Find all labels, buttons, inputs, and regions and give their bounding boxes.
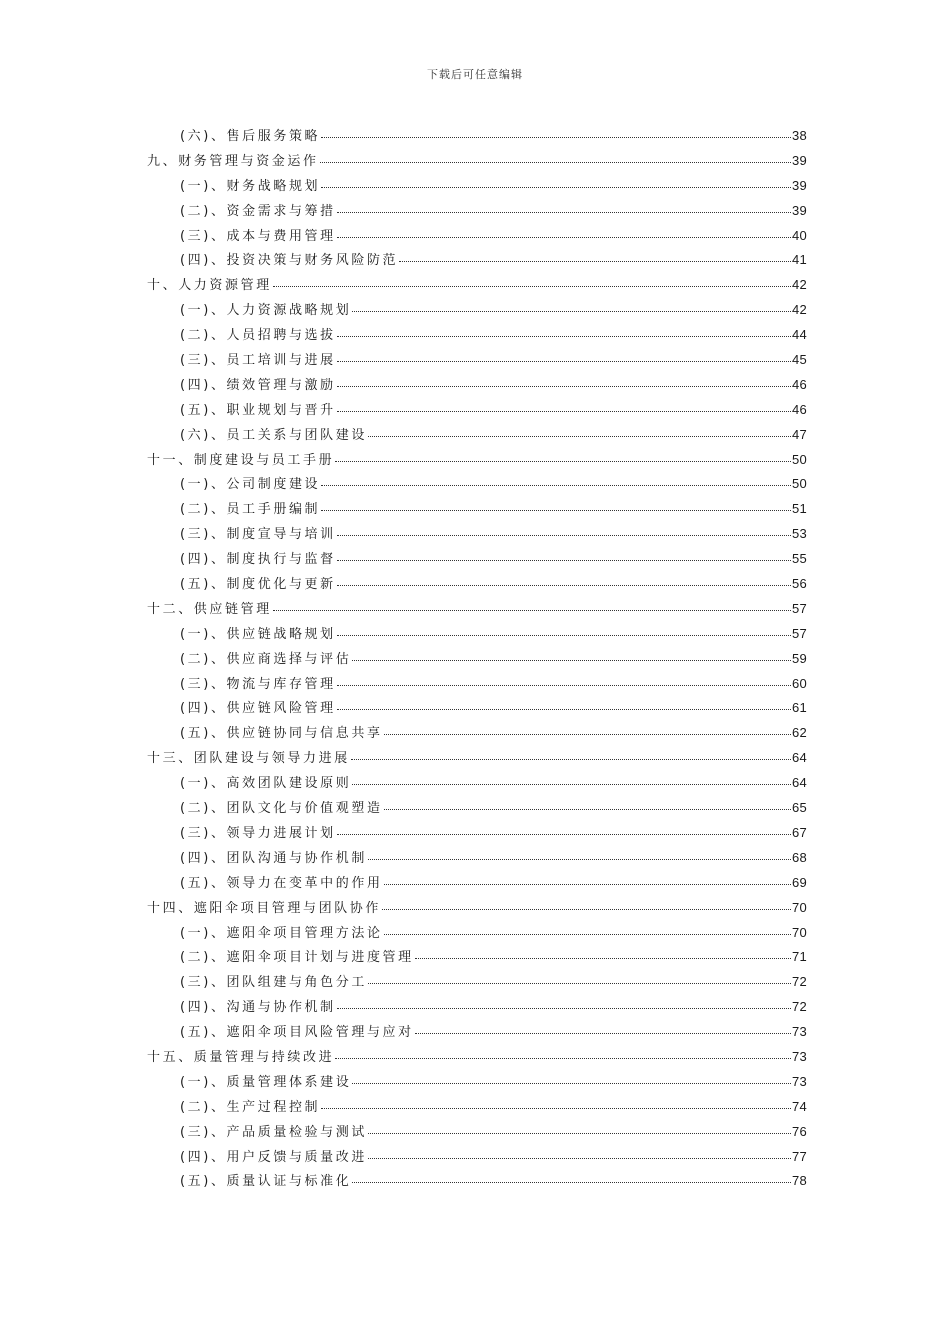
- toc-chapter-entry[interactable]: [147, 598, 807, 623]
- toc-page-number: 60: [791, 675, 807, 691]
- toc-entry-title: (五)、职业规划与晋升: [180, 402, 336, 418]
- toc-page-number: 55: [791, 551, 807, 567]
- toc-page-number: 41: [791, 252, 807, 268]
- toc-dot-leader: [335, 461, 791, 462]
- toc-section-entry[interactable]: [147, 523, 807, 548]
- toc-dot-leader: [337, 336, 791, 337]
- toc-entry-title: (五)、制度优化与更新: [180, 577, 336, 593]
- toc-page-number: 50: [791, 451, 807, 467]
- toc-page-number: 53: [791, 526, 807, 542]
- toc-page-number: 72: [791, 974, 807, 990]
- toc-page-number: 57: [791, 600, 807, 616]
- toc-page-number: 51: [791, 501, 807, 517]
- toc-entry-title: (二)、人员招聘与选拔: [180, 328, 336, 344]
- toc-page-number: 64: [791, 750, 807, 766]
- toc-page-number: 50: [791, 476, 807, 492]
- toc-entry-title: (一)、人力资源战略规划: [180, 303, 352, 319]
- toc-section-entry[interactable]: [147, 374, 807, 399]
- toc-chapter-entry[interactable]: [147, 449, 807, 474]
- toc-page-number: 39: [791, 177, 807, 193]
- toc-chapter-entry[interactable]: [147, 747, 807, 772]
- toc-page-number: 76: [791, 1123, 807, 1139]
- toc-section-entry[interactable]: [147, 1146, 807, 1171]
- table-of-contents: [147, 125, 807, 1195]
- toc-dot-leader: [384, 809, 791, 810]
- toc-page-number: 69: [791, 874, 807, 890]
- toc-dot-leader: [337, 212, 791, 213]
- toc-section-entry[interactable]: [147, 822, 807, 847]
- toc-dot-leader: [352, 1083, 791, 1084]
- toc-entry-title: (一)、供应链战略规划: [180, 626, 336, 642]
- toc-page-number: 42: [791, 302, 807, 318]
- toc-section-entry[interactable]: [147, 797, 807, 822]
- toc-page-number: 77: [791, 1148, 807, 1164]
- toc-entry-title: (二)、遮阳伞项目计划与进度管理: [180, 950, 414, 966]
- toc-page-number: 59: [791, 650, 807, 666]
- toc-entry-title: (四)、投资决策与财务风险防范: [180, 253, 399, 269]
- toc-page-number: 42: [791, 277, 807, 293]
- toc-entry-title: (一)、高效团队建设原则: [180, 776, 352, 792]
- toc-entry-title: 十二、供应链管理: [147, 601, 272, 617]
- toc-section-entry[interactable]: [147, 996, 807, 1021]
- toc-section-entry[interactable]: [147, 1170, 807, 1195]
- toc-chapter-entry[interactable]: [147, 1046, 807, 1071]
- toc-dot-leader: [337, 1008, 791, 1009]
- toc-page-number: 70: [791, 899, 807, 915]
- toc-dot-leader: [352, 1182, 791, 1183]
- toc-entry-title: (六)、售后服务策略: [180, 129, 321, 144]
- toc-section-entry[interactable]: [147, 946, 807, 971]
- toc-page-number: 46: [791, 376, 807, 392]
- toc-entry-title: 十一、制度建设与员工手册: [147, 452, 335, 468]
- toc-entry-title: (一)、财务战略规划: [180, 178, 321, 194]
- toc-page-number: 44: [791, 327, 807, 343]
- toc-chapter-entry[interactable]: [147, 150, 807, 175]
- toc-dot-leader: [321, 187, 791, 188]
- toc-section-entry[interactable]: [147, 1071, 807, 1096]
- toc-page-number: 61: [791, 700, 807, 716]
- toc-dot-leader: [384, 884, 791, 885]
- toc-page-number: 71: [791, 949, 807, 965]
- toc-dot-leader: [352, 784, 791, 785]
- toc-dot-leader: [337, 585, 791, 586]
- toc-entry-title: (一)、遮阳伞项目管理方法论: [180, 925, 383, 941]
- toc-dot-leader: [351, 759, 791, 760]
- toc-entry-title: (五)、遮阳伞项目风险管理与应对: [180, 1025, 414, 1041]
- toc-page-number: 45: [791, 352, 807, 368]
- toc-section-entry[interactable]: [147, 1096, 807, 1121]
- toc-entry-title: 十四、遮阳伞项目管理与团队协作: [147, 900, 382, 916]
- toc-section-entry[interactable]: [147, 399, 807, 424]
- toc-section-entry[interactable]: [147, 299, 807, 324]
- toc-page-number: 67: [791, 824, 807, 840]
- toc-dot-leader: [368, 1158, 791, 1159]
- toc-dot-leader: [320, 162, 791, 163]
- toc-entry-title: (二)、供应商选择与评估: [180, 651, 352, 667]
- toc-entry-title: (三)、团队组建与角色分工: [180, 975, 367, 991]
- toc-dot-leader: [273, 610, 791, 611]
- toc-dot-leader: [368, 983, 791, 984]
- toc-dot-leader: [368, 859, 791, 860]
- toc-entry-title: (二)、团队文化与价值观塑造: [180, 801, 383, 817]
- toc-section-entry[interactable]: [147, 772, 807, 797]
- toc-dot-leader: [368, 436, 791, 437]
- toc-dot-leader: [321, 1108, 791, 1109]
- toc-dot-leader: [337, 535, 791, 536]
- toc-dot-leader: [321, 137, 791, 138]
- toc-entry-title: (四)、供应链风险管理: [180, 701, 336, 717]
- toc-page-number: 68: [791, 849, 807, 865]
- toc-dot-leader: [273, 286, 791, 287]
- toc-page-number: 38: [791, 128, 807, 143]
- toc-section-entry[interactable]: [147, 473, 807, 498]
- toc-page-number: 64: [791, 775, 807, 791]
- toc-entry-title: 十三、团队建设与领导力进展: [147, 751, 350, 767]
- toc-section-entry[interactable]: [147, 200, 807, 225]
- toc-entry-title: (四)、用户反馈与质量改进: [180, 1149, 367, 1165]
- toc-dot-leader: [352, 311, 791, 312]
- toc-section-entry[interactable]: [147, 498, 807, 523]
- toc-chapter-entry[interactable]: [147, 274, 807, 299]
- toc-page-number: 46: [791, 401, 807, 417]
- toc-page-number: 78: [791, 1173, 807, 1189]
- page-header-note: 下载后可任意编辑: [427, 68, 523, 81]
- toc-dot-leader: [399, 261, 791, 262]
- toc-page-number: 57: [791, 625, 807, 641]
- toc-entry-title: 十、人力资源管理: [147, 278, 272, 294]
- toc-section-entry[interactable]: [147, 722, 807, 747]
- toc-dot-leader: [337, 386, 791, 387]
- toc-chapter-entry[interactable]: [147, 897, 807, 922]
- toc-page-number: 70: [791, 924, 807, 940]
- toc-dot-leader: [337, 635, 791, 636]
- toc-entry-title: (二)、资金需求与筹措: [180, 203, 336, 219]
- toc-entry-title: (三)、员工培训与进展: [180, 353, 336, 369]
- toc-section-entry[interactable]: [147, 175, 807, 200]
- toc-section-entry[interactable]: [147, 872, 807, 897]
- toc-entry-title: (二)、生产过程控制: [180, 1099, 321, 1115]
- toc-section-entry[interactable]: [147, 125, 807, 150]
- toc-entry-title: (三)、领导力进展计划: [180, 825, 336, 841]
- toc-dot-leader: [382, 909, 791, 910]
- toc-section-entry[interactable]: [147, 249, 807, 274]
- toc-page-number: 56: [791, 576, 807, 592]
- toc-section-entry[interactable]: [147, 548, 807, 573]
- toc-dot-leader: [352, 660, 791, 661]
- toc-section-entry[interactable]: [147, 673, 807, 698]
- toc-page-number: 39: [791, 202, 807, 218]
- toc-section-entry[interactable]: [147, 573, 807, 598]
- toc-entry-title: (三)、制度宣导与培训: [180, 527, 336, 543]
- toc-page-number: 65: [791, 800, 807, 816]
- toc-entry-title: (四)、沟通与协作机制: [180, 1000, 336, 1016]
- toc-entry-title: (五)、供应链协同与信息共享: [180, 726, 383, 742]
- toc-dot-leader: [415, 1033, 791, 1034]
- toc-section-entry[interactable]: [147, 225, 807, 250]
- toc-dot-leader: [321, 510, 791, 511]
- toc-section-entry[interactable]: [147, 697, 807, 722]
- toc-section-entry[interactable]: [147, 847, 807, 872]
- toc-section-entry[interactable]: [147, 623, 807, 648]
- toc-dot-leader: [384, 934, 791, 935]
- toc-page-number: 73: [791, 1048, 807, 1064]
- toc-dot-leader: [337, 411, 791, 412]
- toc-page-number: 47: [791, 426, 807, 442]
- toc-dot-leader: [321, 485, 791, 486]
- toc-page-number: 73: [791, 1073, 807, 1089]
- toc-entry-title: (六)、员工关系与团队建设: [180, 427, 367, 443]
- toc-page-number: 62: [791, 725, 807, 741]
- toc-entry-title: (三)、产品质量检验与测试: [180, 1124, 367, 1140]
- toc-section-entry[interactable]: [147, 349, 807, 374]
- toc-section-entry[interactable]: [147, 1121, 807, 1146]
- toc-entry-title: (一)、质量管理体系建设: [180, 1074, 352, 1090]
- toc-entry-title: (四)、绩效管理与激励: [180, 377, 336, 393]
- toc-entry-title: 十五、质量管理与持续改进: [147, 1049, 335, 1065]
- toc-section-entry[interactable]: [147, 1021, 807, 1046]
- toc-dot-leader: [384, 734, 791, 735]
- toc-dot-leader: [337, 709, 791, 710]
- toc-entry-title: (三)、成本与费用管理: [180, 228, 336, 244]
- toc-dot-leader: [337, 560, 791, 561]
- toc-entry-title: (四)、团队沟通与协作机制: [180, 850, 367, 866]
- toc-dot-leader: [415, 958, 791, 959]
- toc-section-entry[interactable]: [147, 324, 807, 349]
- toc-dot-leader: [337, 361, 791, 362]
- toc-entry-title: (五)、领导力在变革中的作用: [180, 875, 383, 891]
- toc-entry-title: (三)、物流与库存管理: [180, 676, 336, 692]
- toc-entry-title: (五)、质量认证与标准化: [180, 1174, 352, 1190]
- toc-dot-leader: [337, 834, 791, 835]
- toc-section-entry[interactable]: [147, 648, 807, 673]
- toc-section-entry[interactable]: [147, 971, 807, 996]
- toc-entry-title: (一)、公司制度建设: [180, 477, 321, 493]
- toc-page-number: 73: [791, 1024, 807, 1040]
- toc-dot-leader: [337, 237, 791, 238]
- toc-dot-leader: [337, 685, 791, 686]
- toc-page-number: 40: [791, 227, 807, 243]
- toc-dot-leader: [335, 1058, 791, 1059]
- toc-page-number: 39: [791, 152, 807, 168]
- toc-page-number: 74: [791, 1098, 807, 1114]
- toc-page-number: 72: [791, 999, 807, 1015]
- toc-dot-leader: [368, 1133, 791, 1134]
- toc-entry-title: (四)、制度执行与监督: [180, 552, 336, 568]
- toc-section-entry[interactable]: [147, 424, 807, 449]
- toc-section-entry[interactable]: [147, 922, 807, 947]
- toc-entry-title: 九、财务管理与资金运作: [147, 153, 319, 169]
- toc-entry-title: (二)、员工手册编制: [180, 502, 321, 518]
